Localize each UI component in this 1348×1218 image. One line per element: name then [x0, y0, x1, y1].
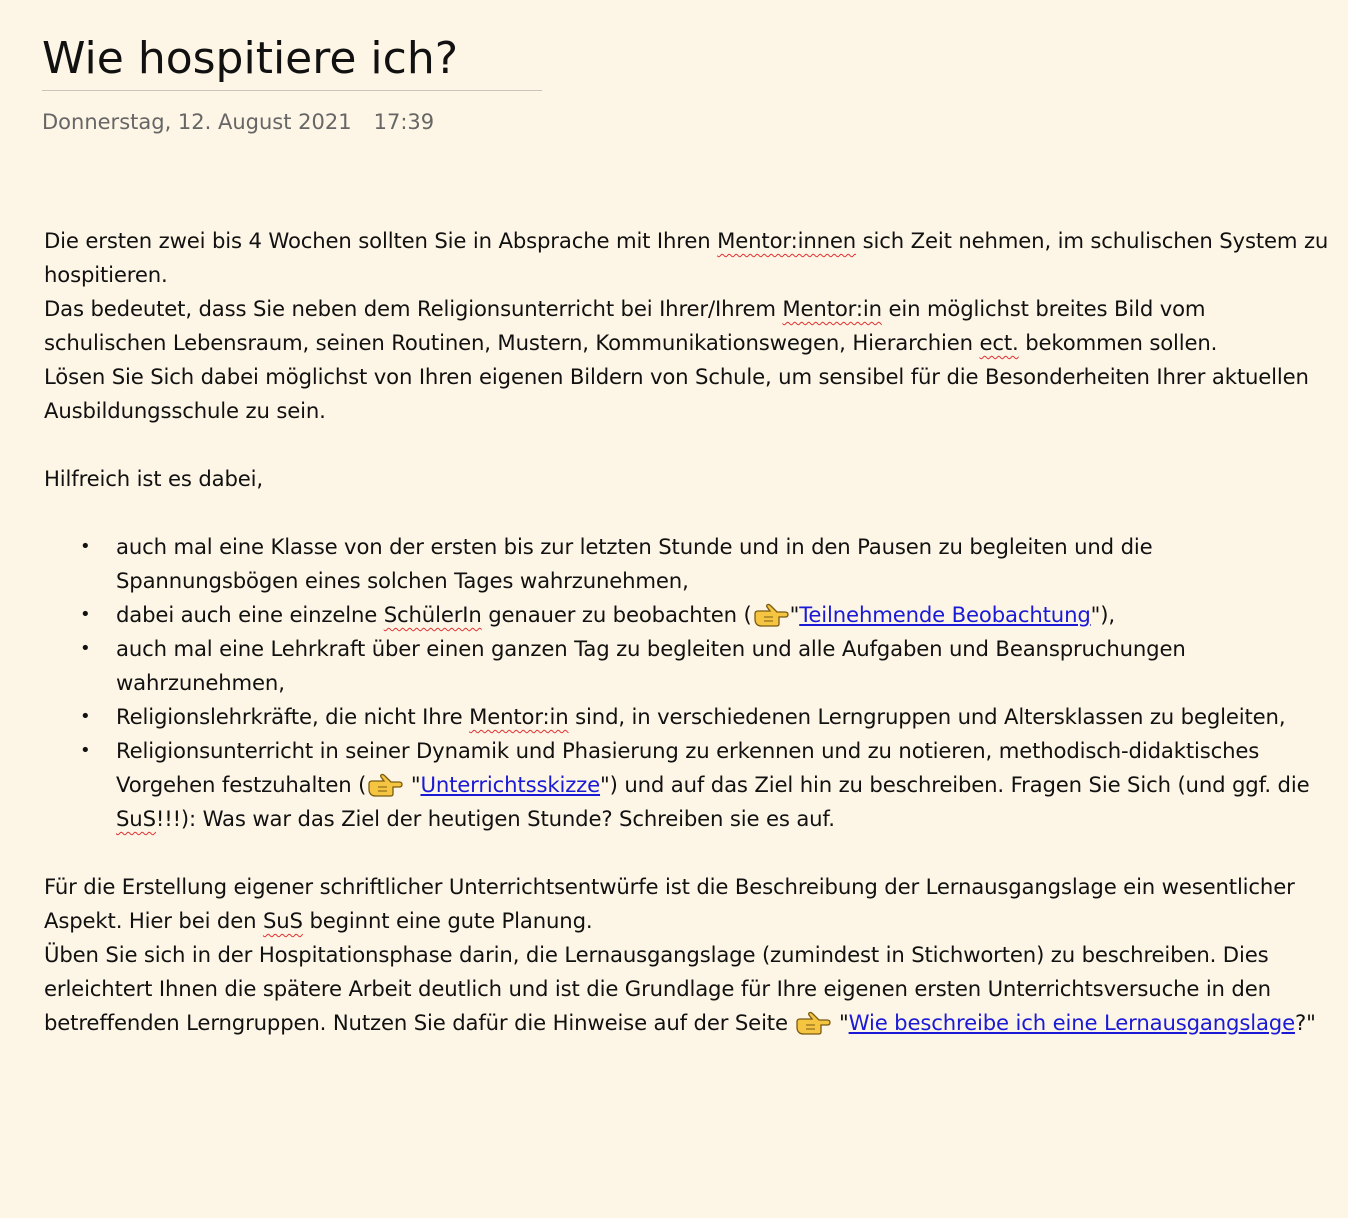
text-run: Religionsunterricht in seiner Dynamik und Phasierung zu erkennen und zu notieren, methodisch-didaktisches Vorgehen festzuhalten ( — [116, 738, 1260, 797]
text-run: " — [404, 772, 421, 797]
text-run: Die ersten zwei bis 4 Wochen sollten Sie in Absprache mit Ihren — [44, 228, 718, 253]
text-run: ?" — [1294, 1010, 1316, 1035]
page-title-container[interactable] — [42, 28, 542, 91]
bullet-marker: • — [80, 536, 91, 557]
bullet-marker: • — [80, 638, 91, 659]
text-run: " — [832, 1010, 849, 1035]
list-item — [44, 530, 1334, 598]
misspelled-word[interactable]: Mentor:in — [469, 704, 569, 729]
text-run: sind, in verschiedenen Lerngruppen und Altersklassen zu begleiten, — [568, 704, 1286, 729]
text-run: bekommen sollen. — [1018, 330, 1218, 355]
spacer — [44, 836, 1334, 870]
link-teilnehmende-beobachtung[interactable]: Teilnehmende Beobachtung — [799, 602, 1091, 627]
paragraph-intro — [44, 224, 1334, 292]
pointing-hand-icon — [794, 1010, 832, 1036]
list-item — [44, 632, 1334, 700]
text-run: ein möglichst breites Bild vom schulischen Lebensraum, seinen Routinen, Mustern, Kommunikationswegen, Hierarchien — [44, 296, 1206, 355]
text-run: " — [789, 602, 800, 627]
misspelled-word[interactable]: SchülerIn — [383, 602, 482, 627]
list-item-text: auch mal eine Lehrkraft über einen ganzen Tag zu begleiten und alle Aufgaben und Beanspruchungen wahrzunehmen, — [116, 636, 1186, 695]
paragraph-sensitivity: Lösen Sie Sich dabei möglichst von Ihren eigenen Bildern von Schule, um sensibel für die Besonderheiten Ihrer aktuellen Ausbildungsschule zu sein. — [44, 364, 1309, 423]
misspelled-word[interactable]: SuS — [262, 908, 303, 933]
text-run: !!!): Was war das Ziel der heutigen Stunde? Schreiben sie es auf. — [155, 806, 835, 831]
page-date: Donnerstag, 12. August 2021 — [42, 110, 352, 134]
text-run: ") und auf das Ziel hin zu beschreiben. Fragen Sie Sich (und ggf. die — [600, 772, 1310, 797]
bullet-list — [44, 530, 1334, 836]
page-title[interactable]: Wie hospitiere ich? — [42, 33, 459, 84]
bullet-marker: • — [80, 706, 91, 727]
paragraph-lernausgangslage — [44, 870, 1334, 938]
link-unterrichtsskizze[interactable]: Unterrichtsskizze — [420, 772, 601, 797]
misspelled-word[interactable]: ect. — [979, 330, 1019, 355]
text-run: sich Zeit nehmen, im schulischen System zu hospitieren. — [44, 228, 1329, 287]
misspelled-word[interactable]: SuS — [116, 806, 156, 831]
list-item-text: auch mal eine Klasse von der ersten bis zur letzten Stunde und in den Pausen zu begleiten und die Spannungsbögen eines solchen Tages wahrzunehmen, — [116, 534, 1153, 593]
text-run: beginnt eine gute Planung. — [302, 908, 593, 933]
text-run: genauer zu beobachten ( — [481, 602, 752, 627]
spacer — [44, 428, 1334, 462]
pointing-hand-icon — [752, 602, 790, 628]
pointing-hand-icon — [366, 772, 404, 798]
list-item — [44, 734, 1334, 836]
list-item — [44, 700, 1334, 734]
text-run: "), — [1090, 602, 1115, 627]
misspelled-word[interactable]: Mentor:in — [782, 296, 882, 321]
text-run: Das bedeutet, dass Sie neben dem Religionsunterricht bei Ihrer/Ihrem — [44, 296, 783, 321]
text-run: dabei auch eine einzelne — [116, 602, 384, 627]
page-time: 17:39 — [373, 110, 435, 134]
paragraph-meaning — [44, 292, 1334, 360]
spacer — [44, 496, 1334, 530]
bullet-marker: • — [80, 740, 91, 761]
paragraph-practice — [44, 938, 1334, 1040]
text-run: Üben Sie sich in der Hospitationsphase darin, die Lernausgangslage (zumindest in Stichworten) zu beschreiben. Dies erleichtert Ihnen die spätere Arbeit deutlich und ist die Grundlage für Ihre eigenen ersten Unterrichtsversuche in den betreffenden Lerngruppen. Nutzen Sie dafür die Hinweise auf der Seite — [44, 942, 1271, 1035]
text-run: Religionslehrkräfte, die nicht Ihre — [116, 704, 470, 729]
list-item — [44, 598, 1334, 632]
note-body[interactable] — [44, 224, 1334, 1040]
paragraph-helpful: Hilfreich ist es dabei, — [44, 466, 264, 491]
page-timestamp — [42, 110, 434, 134]
link-lernausgangslage[interactable]: Wie beschreibe ich eine Lernausgangslage — [848, 1010, 1295, 1035]
text-run: Für die Erstellung eigener schriftlicher Unterrichtsentwürfe ist die Beschreibung der Lernausgangslage ein wesentlicher Aspekt. Hier bei den — [44, 874, 1295, 933]
misspelled-word[interactable]: Mentor:innen — [717, 228, 857, 253]
bullet-marker: • — [80, 604, 91, 625]
